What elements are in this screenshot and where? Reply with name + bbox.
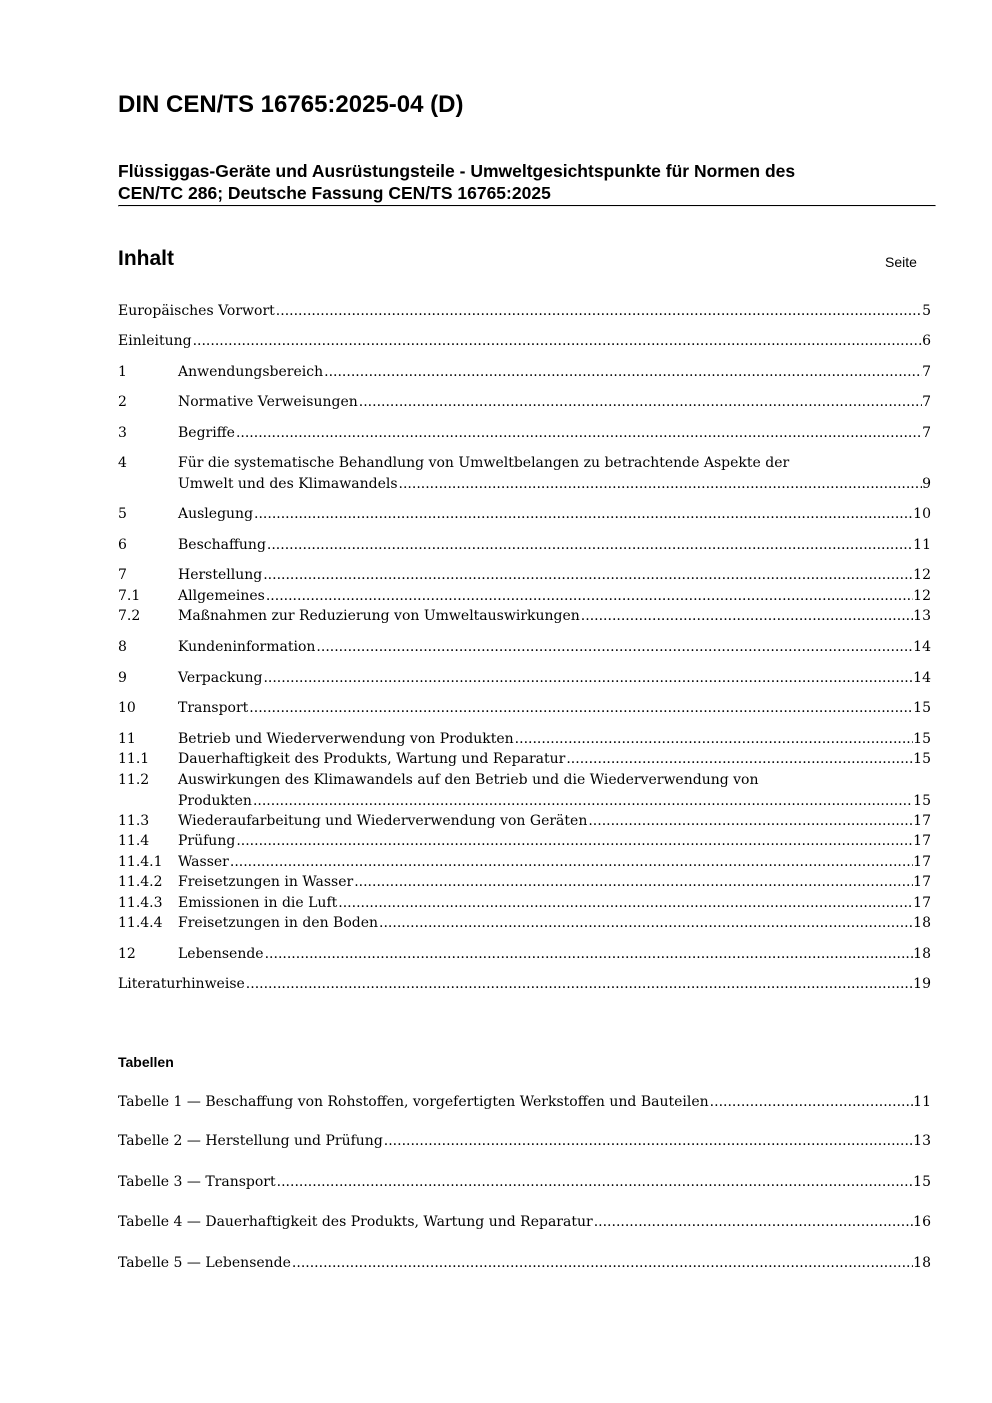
toc-entry[interactable] bbox=[118, 913, 931, 934]
toc-entry-number: 4 bbox=[118, 455, 127, 471]
toc-entry-page: 17 bbox=[913, 895, 931, 911]
toc-entry-title: Auslegung bbox=[178, 506, 254, 522]
table-list-entry[interactable] bbox=[118, 1212, 931, 1233]
table-entry-page: 16 bbox=[913, 1214, 931, 1230]
document-title bbox=[118, 160, 908, 204]
table-entry-title: Tabelle 3 — Transport bbox=[118, 1174, 276, 1190]
toc-entry[interactable] bbox=[118, 637, 931, 658]
toc-entry-number: 3 bbox=[118, 425, 127, 441]
toc-entry-page: 15 bbox=[913, 731, 931, 747]
toc-leader-dots bbox=[253, 504, 913, 525]
toc-entry-title: Transport bbox=[178, 700, 249, 716]
toc-leader-dots bbox=[593, 1212, 913, 1233]
table-entry-page: 18 bbox=[913, 1255, 931, 1271]
toc-entry-title: Begriffe bbox=[178, 425, 235, 441]
toc-entry-title: Wiederaufarbeitung und Wiederverwendung von Geräten bbox=[178, 813, 588, 829]
toc-heading: Inhalt bbox=[118, 247, 174, 270]
title-rule bbox=[118, 205, 936, 207]
toc-entry-title: Maßnahmen zur Reduzierung von Umweltauswirkungen bbox=[178, 608, 580, 624]
table-list-entry[interactable] bbox=[118, 1131, 931, 1152]
toc-leader-dots bbox=[323, 362, 922, 383]
toc-leader-dots bbox=[248, 698, 913, 719]
toc-entry-title: Freisetzungen in den Boden bbox=[178, 915, 379, 931]
toc-entry[interactable] bbox=[118, 974, 931, 995]
toc-entry[interactable] bbox=[118, 770, 931, 811]
toc-entry-page: 7 bbox=[922, 394, 931, 410]
document-title-line-1: Flüssiggas-Geräte und Ausrüstungsteile - Umweltgesichtspunkte für Normen des bbox=[118, 161, 796, 181]
toc-leader-dots bbox=[565, 749, 913, 770]
toc-leader-dots bbox=[291, 1253, 913, 1274]
table-entry-title: Tabelle 5 — Lebensende bbox=[118, 1255, 291, 1271]
toc-leader-dots bbox=[315, 637, 913, 658]
toc-leader-dots bbox=[229, 852, 913, 873]
toc-entry[interactable] bbox=[118, 392, 931, 413]
toc-entry-title: Freisetzungen in Wasser bbox=[178, 874, 354, 890]
toc-entry-number: 10 bbox=[118, 700, 136, 716]
toc-leader-dots bbox=[266, 535, 913, 556]
toc-entry-number: 11.4.2 bbox=[118, 874, 163, 890]
toc-entry-page: 18 bbox=[913, 915, 931, 931]
toc-entry-title: Europäisches Vorwort bbox=[118, 303, 275, 319]
toc-leader-dots bbox=[276, 1172, 914, 1193]
toc-entry-title: Einleitung bbox=[118, 333, 192, 349]
toc-entry[interactable] bbox=[118, 606, 931, 627]
toc-entry-number: 11.4 bbox=[118, 833, 150, 849]
table-entry-title: Tabelle 4 — Dauerhaftigkeit des Produkts, Wartung und Reparatur bbox=[118, 1214, 593, 1230]
toc-entry-title: Emissionen in die Luft bbox=[178, 895, 338, 911]
toc-leader-dots bbox=[514, 729, 914, 750]
toc-entry-page: 15 bbox=[913, 700, 931, 716]
toc-leader-dots bbox=[265, 586, 913, 607]
toc-entry-number: 11 bbox=[118, 731, 136, 747]
toc-leader-dots bbox=[262, 565, 913, 586]
toc-entry[interactable] bbox=[118, 729, 931, 750]
toc-entry-number: 5 bbox=[118, 506, 127, 522]
toc-entry[interactable] bbox=[118, 811, 931, 832]
toc-entry-page: 9 bbox=[922, 475, 931, 492]
toc-leader-dots bbox=[378, 913, 913, 934]
toc-entry-title: Dauerhaftigkeit des Produkts, Wartung und Reparatur bbox=[178, 751, 566, 767]
table-list-entry[interactable] bbox=[118, 1092, 931, 1113]
toc-entry-title: Prüfung bbox=[178, 833, 236, 849]
toc-leader-dots bbox=[262, 668, 913, 689]
toc-entry[interactable] bbox=[118, 453, 931, 494]
toc-entry-title: Betrieb und Wiederverwendung von Produkten bbox=[178, 731, 514, 747]
toc-entry-page: 7 bbox=[922, 425, 931, 441]
toc-entry-page: 17 bbox=[913, 813, 931, 829]
toc-entry[interactable] bbox=[118, 852, 931, 873]
toc-entry-page: 17 bbox=[913, 874, 931, 890]
toc-entry-title: Für die systematische Behandlung von Umweltbelangen zu betrachtende Aspekte der bbox=[178, 455, 790, 471]
toc-entry[interactable] bbox=[118, 668, 931, 689]
tables-heading: Tabellen bbox=[118, 1054, 174, 1070]
toc-leader-dots bbox=[264, 944, 914, 965]
toc-entry-number: 11.3 bbox=[118, 813, 150, 829]
toc-entry-page: 12 bbox=[913, 588, 931, 604]
table-entry-page: 13 bbox=[913, 1133, 931, 1149]
toc-leader-dots bbox=[337, 893, 913, 914]
toc-entry-title: Normative Verweisungen bbox=[178, 394, 358, 410]
table-entry-title: Tabelle 2 — Herstellung und Prüfung bbox=[118, 1133, 383, 1149]
toc-entry[interactable] bbox=[118, 423, 931, 444]
toc-leader-dots bbox=[245, 974, 913, 995]
toc-leader-dots bbox=[383, 1131, 913, 1152]
toc-leader-dots bbox=[358, 392, 922, 413]
toc-entry-page: 5 bbox=[922, 303, 931, 319]
toc-entry-number: 7 bbox=[118, 567, 127, 583]
table-entry-page: 11 bbox=[913, 1094, 931, 1110]
toc-entry[interactable] bbox=[118, 504, 931, 525]
toc-entry-title-continuation: Produkten bbox=[178, 792, 252, 809]
toc-entry-page: 18 bbox=[913, 946, 931, 962]
toc-entry-number: 9 bbox=[118, 670, 127, 686]
toc-entry-page: 17 bbox=[913, 854, 931, 870]
toc-entry-number: 8 bbox=[118, 639, 127, 655]
toc-entry-title: Auswirkungen des Klimawandels auf den Betrieb und die Wiederverwendung von bbox=[178, 772, 759, 788]
toc-entry-page: 7 bbox=[922, 364, 931, 380]
toc-leader-dots bbox=[709, 1092, 914, 1113]
table-list-entry[interactable] bbox=[118, 1172, 931, 1193]
toc-entry-title: Literaturhinweise bbox=[118, 976, 245, 992]
toc-entry-page: 12 bbox=[913, 567, 931, 583]
toc-entry-title: Wasser bbox=[178, 854, 229, 870]
toc-leader-dots bbox=[235, 423, 922, 444]
document-id: DIN CEN/TS 16765:2025-04 (D) bbox=[118, 91, 464, 118]
toc-entry-title: Allgemeines bbox=[178, 588, 265, 604]
table-entry-title: Tabelle 1 — Beschaffung von Rohstoffen, vorgefertigten Werkstoffen und Bauteilen bbox=[118, 1094, 709, 1110]
toc-entry[interactable] bbox=[118, 362, 931, 383]
toc-entry[interactable] bbox=[118, 749, 931, 770]
toc-leader-dots bbox=[275, 301, 922, 322]
toc-entry[interactable] bbox=[118, 301, 931, 322]
toc-entry-number: 11.4.4 bbox=[118, 915, 163, 931]
toc-entry-page: 19 bbox=[913, 976, 931, 992]
toc-entry-page: 14 bbox=[913, 639, 931, 655]
toc-entry[interactable] bbox=[118, 893, 931, 914]
toc-leader-dots bbox=[192, 331, 923, 352]
toc-leader-dots bbox=[580, 606, 913, 627]
toc-entry-title: Kundeninformation bbox=[178, 639, 316, 655]
toc-entry-page: 10 bbox=[913, 506, 931, 522]
toc-entry-title: Anwendungsbereich bbox=[178, 364, 324, 380]
toc-entry-number: 1 bbox=[118, 364, 127, 380]
toc-entry-number: 2 bbox=[118, 394, 127, 410]
toc-entry[interactable] bbox=[118, 331, 931, 352]
table-list-entry[interactable] bbox=[118, 1253, 931, 1274]
toc-entry[interactable] bbox=[118, 831, 931, 852]
page-column-label: Seite bbox=[885, 254, 917, 270]
toc-entry-number: 11.4.1 bbox=[118, 854, 163, 870]
table-entry-page: 15 bbox=[913, 1174, 931, 1190]
toc-entry[interactable] bbox=[118, 586, 931, 607]
toc-entry-title: Beschaffung bbox=[178, 537, 266, 553]
toc-entry-number: 6 bbox=[118, 537, 127, 553]
toc-entry-number: 7.2 bbox=[118, 608, 141, 624]
toc-entry-page: 17 bbox=[913, 833, 931, 849]
toc-entry-number: 7.1 bbox=[118, 588, 141, 604]
toc-entry-title-continuation: Umwelt und des Klimawandels bbox=[178, 475, 398, 492]
toc-entry-page: 15 bbox=[913, 751, 931, 767]
toc-entry-number: 11.1 bbox=[118, 751, 150, 767]
toc-leader-dots bbox=[398, 474, 923, 495]
toc-leader-dots bbox=[235, 831, 913, 852]
toc-entry-title: Lebensende bbox=[178, 946, 264, 962]
toc-leader-dots bbox=[587, 811, 913, 832]
toc-entry[interactable] bbox=[118, 944, 931, 965]
toc-entry[interactable] bbox=[118, 535, 931, 556]
toc-entry-page: 13 bbox=[913, 608, 931, 624]
toc-leader-dots bbox=[252, 791, 913, 812]
toc-entry-number: 11.4.3 bbox=[118, 895, 163, 911]
toc-entry-number: 12 bbox=[118, 946, 136, 962]
toc-entry-page: 14 bbox=[913, 670, 931, 686]
toc-entry-page: 11 bbox=[913, 537, 931, 553]
document-title-line-2: CEN/TC 286; Deutsche Fassung CEN/TS 16765:2025 bbox=[118, 183, 551, 203]
toc-entry-title: Verpackung bbox=[178, 670, 263, 686]
toc-entry[interactable] bbox=[118, 872, 931, 893]
toc-entry[interactable] bbox=[118, 698, 931, 719]
toc-entry-title: Herstellung bbox=[178, 567, 263, 583]
toc-leader-dots bbox=[353, 872, 913, 893]
toc-entry-number: 11.2 bbox=[118, 772, 150, 788]
toc-entry[interactable] bbox=[118, 565, 931, 586]
toc-entry-page: 15 bbox=[913, 792, 931, 809]
toc-entry-page: 6 bbox=[922, 333, 931, 349]
